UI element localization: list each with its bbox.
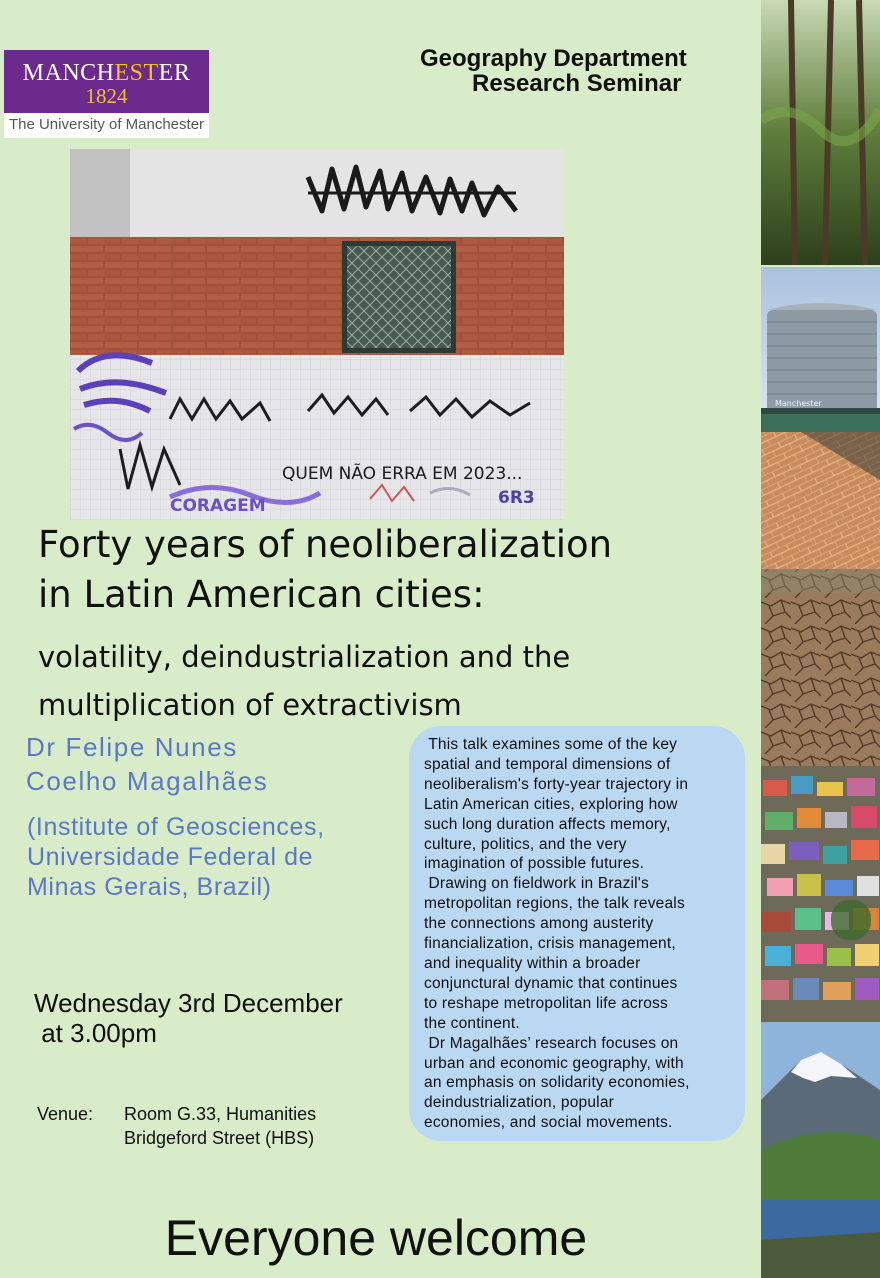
abstract-line: neoliberalism's forty-year trajectory in xyxy=(424,775,689,793)
speaker-name-line1: Dr Felipe Nunes xyxy=(26,732,238,762)
abstract-box xyxy=(409,726,745,1141)
speaker-affiliation xyxy=(27,812,407,902)
abstract-line: an emphasis on solidarity economies, xyxy=(424,1074,690,1092)
abstract-line: and inequality within a broader xyxy=(424,954,641,972)
abstract-line: spatial and temporal dimensions of xyxy=(424,755,671,773)
department-heading xyxy=(420,46,760,96)
affiliation-line1: (Institute of Geosciences, xyxy=(27,813,325,841)
logo-year: 1824 xyxy=(85,84,128,108)
department-line1: Geography Department xyxy=(420,45,687,72)
abstract-line: Latin American cities, exploring how xyxy=(424,795,678,813)
abstract-line: to reshape metropolitan life across xyxy=(424,994,668,1012)
logo-subtitle: The University of Manchester xyxy=(8,116,205,133)
talk-subtitle-line1: volatility, deindustrialization and the xyxy=(38,640,571,674)
speaker-name xyxy=(26,730,406,798)
department-line2: Research Seminar xyxy=(472,70,682,97)
abstract-line: conjunctural dynamic that continues xyxy=(424,974,678,992)
talk-title-line2: in Latin American cities: xyxy=(38,573,485,616)
abstract-line: Dr Magalhães’ research focuses on xyxy=(424,1034,679,1052)
photo-strip xyxy=(761,0,880,1278)
date-line1: Wednesday 3rd December xyxy=(34,988,343,1018)
abstract-line: metropolitan regions, the talk reveals xyxy=(424,895,685,913)
abstract-line: culture, politics, and the very xyxy=(424,835,627,853)
graffiti-tag-right: 6R3 xyxy=(498,488,535,508)
speaker-name-line2: Coelho Magalhães xyxy=(26,766,269,796)
abstract-line: This talk examines some of the key xyxy=(424,736,678,753)
venue-line2: Bridgeford Street (HBS) xyxy=(124,1128,315,1148)
welcome-banner: Everyone welcome xyxy=(164,1210,588,1266)
abstract-line: urban and economic geography, with xyxy=(424,1054,684,1072)
abstract-line: Drawing on fieldwork in Brazil's xyxy=(424,875,649,893)
abstract-line: deindustrialization, popular xyxy=(424,1094,614,1112)
date-line2: at 3.00pm xyxy=(34,1018,157,1048)
seminar-date xyxy=(34,988,394,1048)
university-logo xyxy=(4,50,209,138)
talk-subtitle xyxy=(38,633,758,729)
graffiti-text: QUEM NÃO ERRA EM 2023... xyxy=(282,464,523,484)
affiliation-line2: Universidade Federal de xyxy=(27,843,314,871)
venue-line1: Room G.33, Humanities xyxy=(124,1104,317,1124)
talk-subtitle-line2: multiplication of extractivism xyxy=(38,688,462,722)
affiliation-line3: Minas Gerais, Brazil) xyxy=(27,873,272,901)
graffiti-photo xyxy=(70,149,564,520)
abstract-line: imagination of possible futures. xyxy=(424,855,645,873)
logo-wordmark: MANCHESTER xyxy=(22,60,191,86)
abstract-line: such long duration affects memory, xyxy=(424,815,671,833)
venue-label: Venue: xyxy=(37,1104,94,1124)
abstract-line: the continent. xyxy=(424,1014,520,1032)
talk-title xyxy=(38,520,758,620)
abstract-line: financialization, crisis management, xyxy=(424,935,676,953)
building-sign: Manchester xyxy=(775,399,822,408)
venue-details xyxy=(124,1102,404,1150)
graffiti-tag-left: CORAGEM xyxy=(170,496,266,516)
abstract-line: the connections among austerity xyxy=(424,915,654,933)
talk-title-line1: Forty years of neoliberalization xyxy=(38,523,613,566)
abstract-line: economies, and social movements. xyxy=(424,1114,673,1132)
